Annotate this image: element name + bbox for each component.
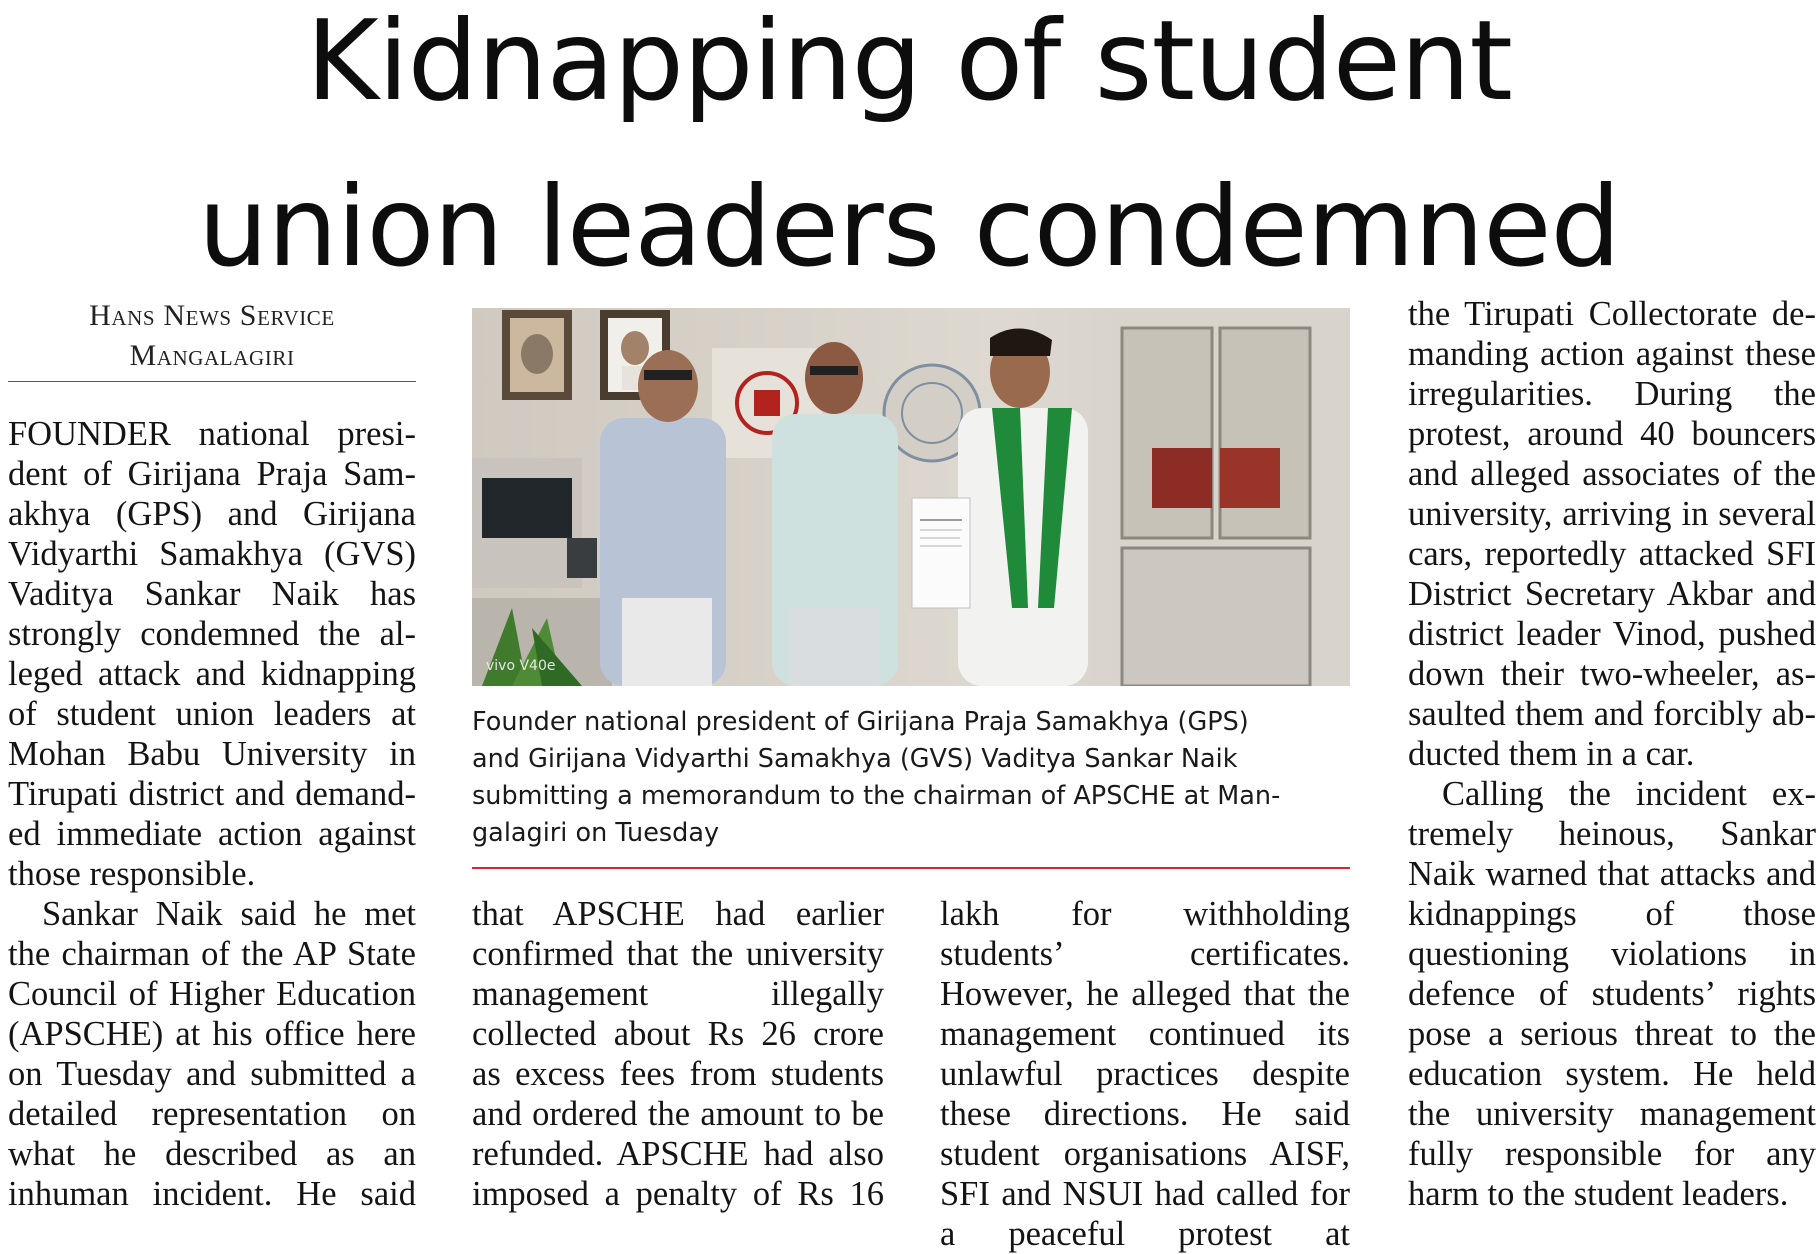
article-paragraph: Calling the incident extremely heinous, Sankar Naik warned that attacks and kidnappings of those questioning violations in defence of students’ rights pose a serious threat to the education system. He held the university management fully responsible for any harm to the student leaders. (1408, 775, 1816, 1213)
article-paragraph: FOUNDER national president of Girijana Praja Samakhya (GPS) and Girijana Vidyarthi Samakhya (GVS) Vaditya Sankar Naik has strongly condemned the alleged attack and kidnapping of student union leaders at Mohan Babu University in Tirupati district and demanded immediate action against those responsible. (8, 415, 416, 893)
byline-agency: Hans News Service (89, 299, 335, 332)
article-paragraph: lakh for withholding students’ certificates. However, he alleged that the management continued its unlawful practices despite these directions. He said student organisations AISF, SFI and NSUI had called for a peaceful protest at (940, 895, 1350, 1253)
byline-dateline: Mangalagiri (129, 339, 295, 372)
headline-line-1: Kidnapping of student (306, 0, 1512, 126)
news-photo (472, 308, 1350, 686)
photo-caption (472, 704, 1352, 852)
camera-watermark: vivo V40e (486, 658, 556, 674)
caption-line: and Girijana Vidyarthi Samakhya (GVS) Vaditya Sankar Naik (472, 744, 1238, 774)
caption-line: submitting a memorandum to the chairman of APSCHE at Man- (472, 781, 1281, 811)
article-column-2 (472, 894, 884, 1214)
article-column-1 (8, 414, 416, 1214)
headline-line-2: union leaders condemned (197, 163, 1620, 292)
caption-divider (472, 867, 1350, 869)
article-column-4 (1408, 294, 1816, 1214)
article-paragraph: Sankar Naik said he met the chairman of the AP State Council of Higher Education (APSCHE) at his office here on Tuesday and submitted a detailed representation on what he described as an inhuman incident. He said (8, 895, 416, 1213)
caption-line: Founder national president of Girijana Praja Samakhya (GPS) (472, 707, 1249, 737)
article-paragraph: the Tirupati Collectorate demanding action against these irregularities. During the protest, around 40 bouncers and alleged associates of the university, arriving in several cars, reportedly attacked SFI District Secretary Akbar and district leader Vinod, pushed down their two-wheeler, assaulted them and forcibly abducted them in a car. (1408, 295, 1816, 773)
byline-divider (8, 381, 416, 382)
byline (8, 296, 416, 376)
article-column-3 (940, 894, 1350, 1254)
article-paragraph: that APSCHE had earlier confirmed that the university management illegally collected about Rs 26 crore as excess fees from students and ordered the amount to be refunded. APSCHE had also imposed a penalty of Rs 16 (472, 895, 884, 1213)
caption-line: galagiri on Tuesday (472, 818, 720, 848)
